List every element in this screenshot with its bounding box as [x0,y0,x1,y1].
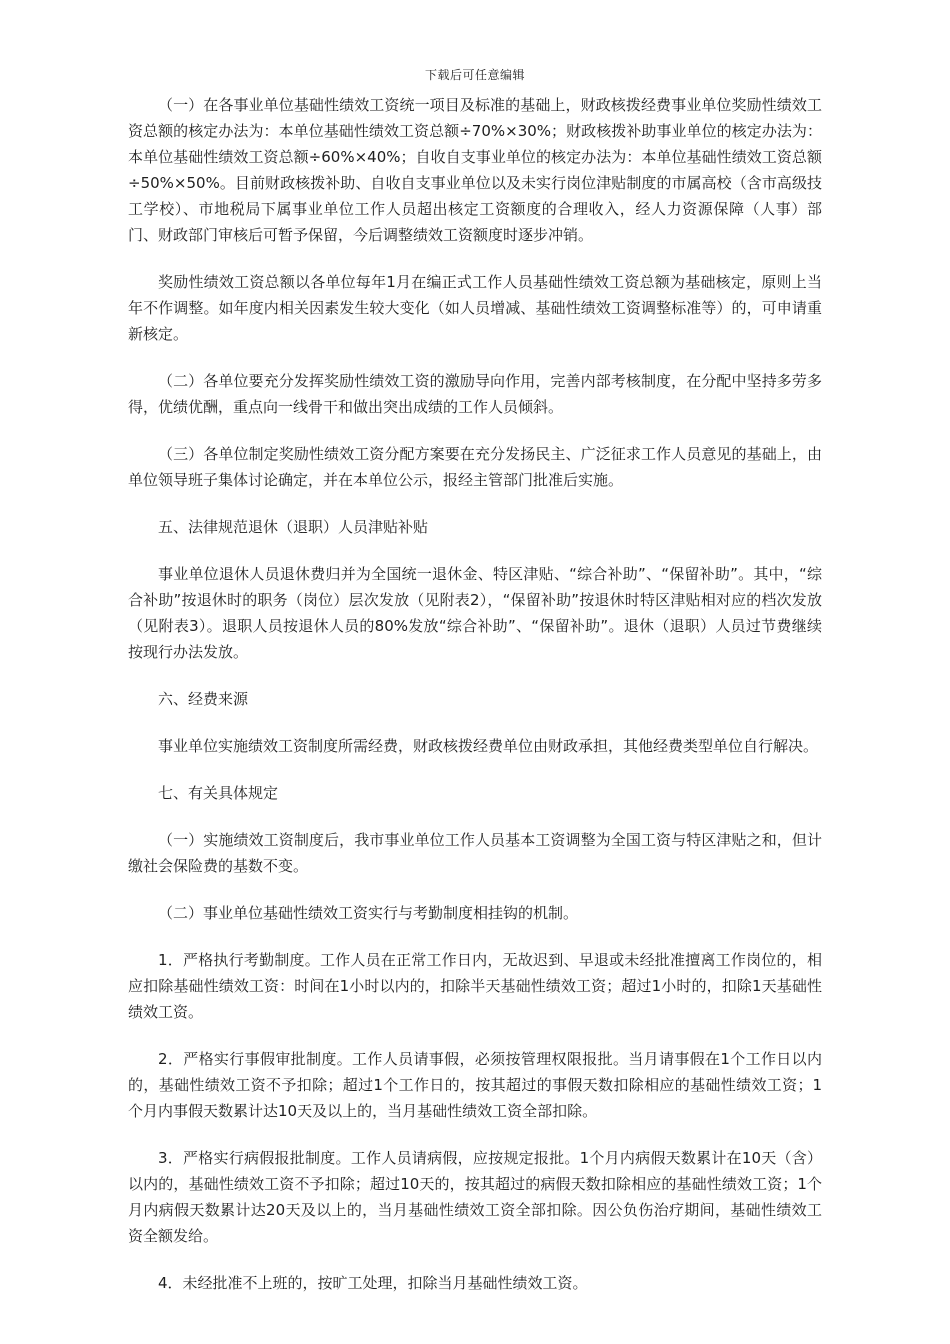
list-item-attendance-rule: 1．严格执行考勤制度。工作人员在正常工作日内，无故迟到、早退或未经批准擅离工作岗位的，相应扣除基础性绩效工资：时间在1小时以内的，扣除半天基础性绩效工资；超过1小时的，扣除1天基础性绩效工资。 [128,951,822,1021]
section-heading-funding-source: 六、经费来源 [158,690,249,708]
paragraph-basic-wage-adjustment: （一）实施绩效工资制度后，我市事业单位工作人员基本工资调整为全国工资与特区津贴之和，但计缴社会保险费的基数不变。 [128,831,822,875]
paragraph-distribution-plan: （三）各单位制定奖励性绩效工资分配方案要在充分发扬民主、广泛征求工作人员意见的基础上，由单位领导班子集体讨论确定，并在本单位公示，报经主管部门批准后实施。 [128,445,822,489]
list-item-personal-leave-rule: 2．严格实行事假审批制度。工作人员请事假，必须按管理权限报批。当月请事假在1个工作日以内的，基础性绩效工资不予扣除；超过1个工作日的，按其超过的事假天数扣除相应的基础性绩效工资；1个月内事假天数累计达10天及以上的，当月基础性绩效工资全部扣除。 [128,1050,822,1120]
paragraph-incentive-pay-basis: 奖励性绩效工资总额以各单位每年1月在编正式工作人员基础性绩效工资总额为基础核定，原则上当年不作调整。如年度内相关因素发生较大变化（如人员增减、基础性绩效工资调整标准等）的，可申请重新核定。 [128,273,822,343]
list-item-sick-leave-rule: 3．严格实行病假报批制度。工作人员请病假，应按规定报批。1个月内病假天数累计在10天（含）以内的，基础性绩效工资不予扣除；超过10天的，按其超过的病假天数扣除相应的基础性绩效工资；1个月内病假天数累计达20天及以上的，当月基础性绩效工资全部扣除。因公负伤治疗期间，基础性绩效工资全额发给。 [128,1149,822,1245]
paragraph-attendance-linkage: （二）事业单位基础性绩效工资实行与考勤制度相挂钩的机制。 [158,904,579,922]
section-heading-specific-rules: 七、有关具体规定 [158,784,279,802]
section-heading-retiree-allowance: 五、法律规范退休（退职）人员津贴补贴 [158,518,429,536]
paragraph-funding-source: 事业单位实施绩效工资制度所需经费，财政核拨经费单位由财政承担，其他经费类型单位自行解决。 [158,737,819,755]
document-body [128,92,822,1317]
list-item-absenteeism-rule: 4．未经批准不上班的，按旷工处理，扣除当月基础性绩效工资。 [158,1274,588,1292]
header-note: 下载后可任意编辑 [424,68,525,82]
paragraph-incentive-guidance: （二）各单位要充分发挥奖励性绩效工资的激励导向作用，完善内部考核制度，在分配中坚持多劳多得，优绩优酬，重点向一线骨干和做出突出成绩的工作人员倾斜。 [128,372,822,416]
paragraph-retiree-allowance: 事业单位退休人员退休费归并为全国统一退休金、特区津贴、“综合补助”、“保留补助”。其中，“综合补助”按退休时的职务（岗位）层次发放（见附表2），“保留补助”按退休时特区津贴相对应的档次发放（见附表3）。退职人员按退休人员的80%发放“综合补助”、“保留补助”。退休（退职）人员过节费继续按现行办法发放。 [128,565,822,661]
paragraph-incentive-pay-calculation: （一）在各事业单位基础性绩效工资统一项目及标准的基础上，财政核拨经费事业单位奖励性绩效工资总额的核定办法为：本单位基础性绩效工资总额÷70%×30%；财政核拨补助事业单位的核定办法为：本单位基础性绩效工资总额÷60%×40%；自收自支事业单位的核定办法为：本单位基础性绩效工资总额÷50%×50%。目前财政核拨补助、自收自支事业单位以及未实行岗位津贴制度的市属高校（含市高级技工学校）、市地税局下属事业单位工作人员超出核定工资额度的合理收入，经人力资源保障（人事）部门、财政部门审核后可暂予保留，今后调整绩效工资额度时逐步冲销。 [128,96,822,244]
